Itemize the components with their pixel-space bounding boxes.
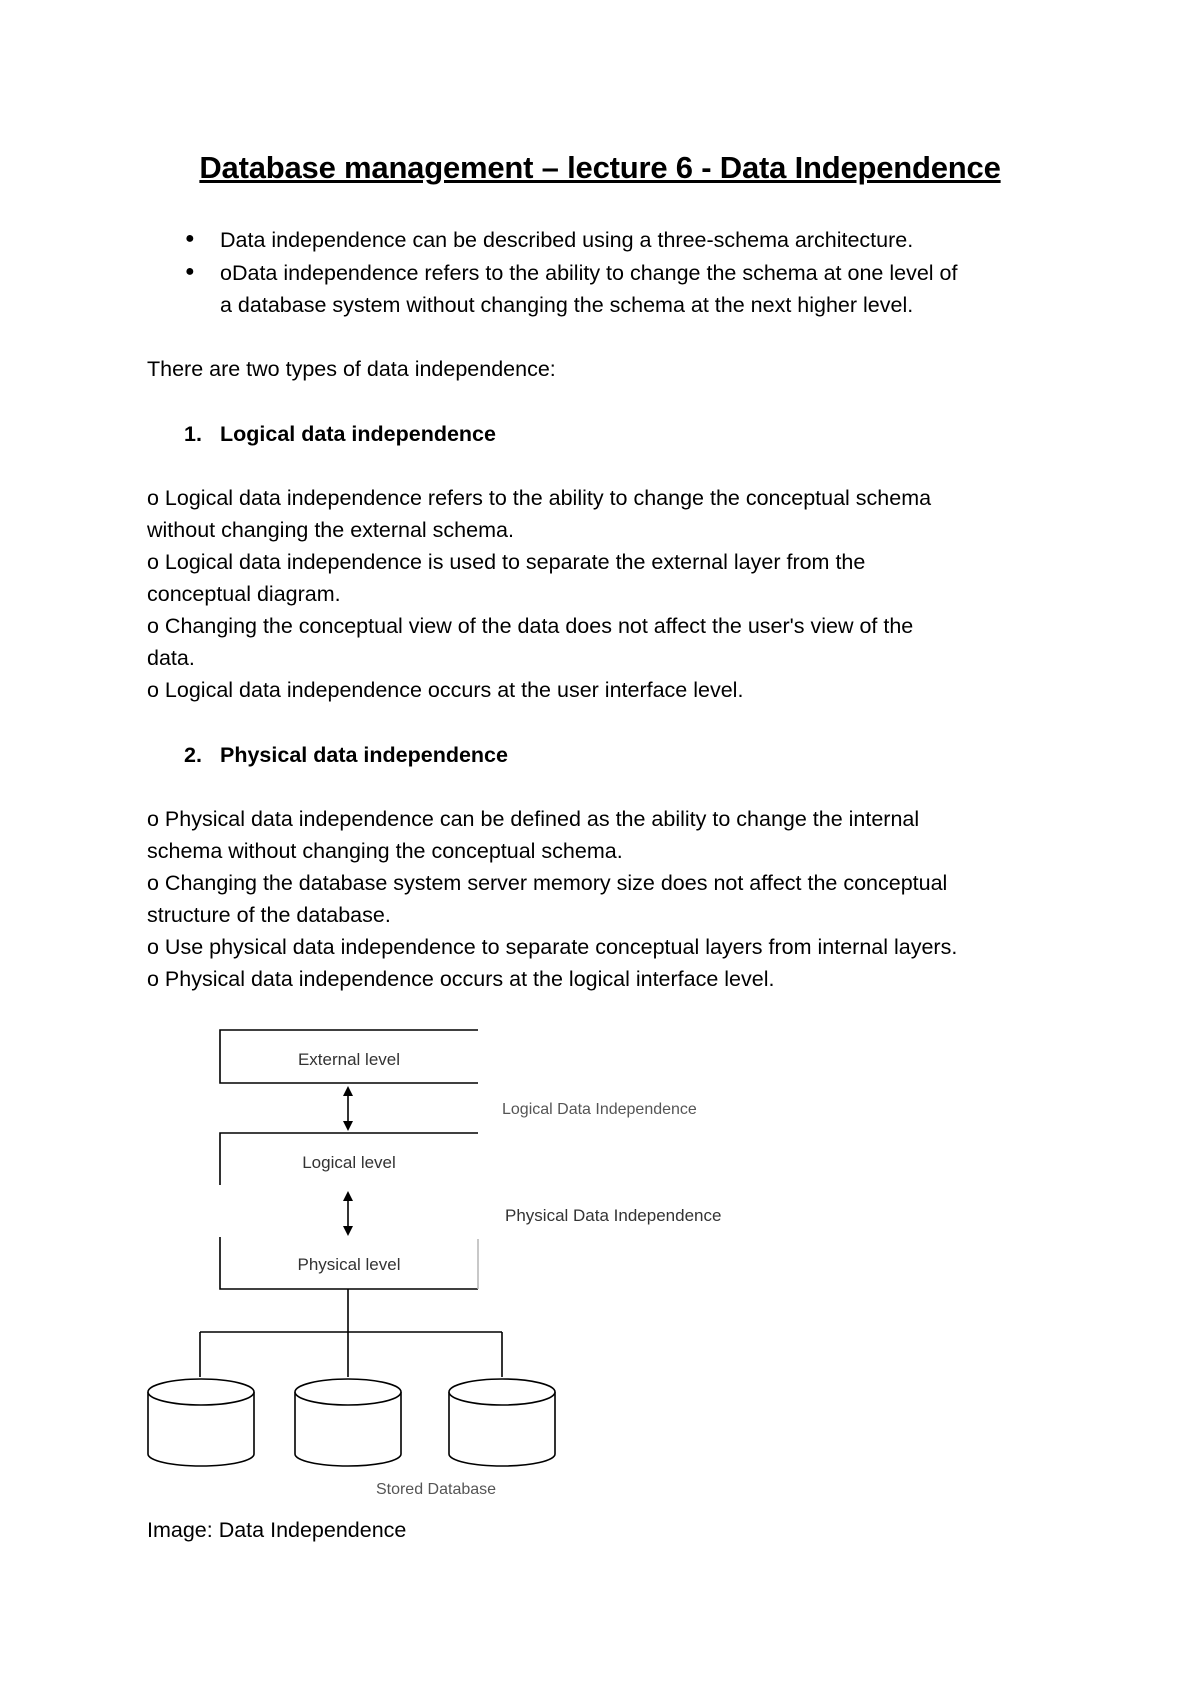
section-1-line: o Logical data independence occurs at the user interface level. — [147, 678, 744, 702]
image-caption: Image: Data Independence — [147, 1518, 407, 1542]
section-1-line: without changing the external schema. — [147, 518, 514, 542]
bullet-1: Data independence can be described using a three-schema architecture. — [220, 228, 914, 252]
section-2-line: o Use physical data independence to separate conceptual layers from internal layers. — [147, 935, 958, 959]
bullet-marker: ● — [185, 263, 195, 280]
intro-text: There are two types of data independence: — [147, 357, 556, 381]
section-2-line: schema without changing the conceptual schema. — [147, 839, 623, 863]
stored-database-label: Stored Database — [375, 1481, 497, 1498]
section-1-line: o Changing the conceptual view of the data does not affect the user's view of the — [147, 614, 914, 638]
section-2-line: o Physical data independence can be defined as the ability to change the internal — [147, 807, 920, 831]
section-1-line: data. — [147, 646, 195, 670]
page-title: Database management – lecture 6 - Data Independence — [199, 150, 1001, 185]
physical-independence-label: Physical Data Independence — [505, 1206, 722, 1225]
section-1-number: 1. — [184, 422, 202, 446]
bullet-2-line-1: oData independence refers to the ability to change the schema at one level of — [220, 261, 958, 285]
section-2-line: o Changing the database system server memory size does not affect the conceptual — [147, 871, 948, 895]
database-cylinders — [148, 1379, 555, 1466]
bullet-marker: ● — [185, 230, 195, 247]
external-level-label: External level — [297, 1050, 401, 1069]
section-2-heading: Physical data independence — [220, 743, 508, 767]
database-cylinder-1 — [148, 1379, 254, 1466]
database-cylinder-3 — [449, 1379, 555, 1466]
section-1-line: conceptual diagram. — [147, 582, 341, 606]
physical-level-label: Physical level — [297, 1255, 401, 1274]
section-1-line: o Logical data independence refers to the ability to change the conceptual schema — [147, 486, 932, 510]
database-cylinder-2 — [295, 1379, 401, 1466]
section-2-line: structure of the database. — [147, 903, 391, 927]
section-2-line: o Physical data independence occurs at the logical interface level. — [147, 967, 775, 991]
section-1-heading: Logical data independence — [220, 422, 496, 446]
section-2-number: 2. — [184, 743, 202, 767]
bullet-2-line-2: a database system without changing the schema at the next higher level. — [220, 293, 914, 317]
section-1-line: o Logical data independence is used to separate the external layer from the — [147, 550, 866, 574]
logical-independence-label: Logical Data Independence — [502, 1101, 697, 1118]
logical-level-label: Logical level — [302, 1153, 396, 1172]
